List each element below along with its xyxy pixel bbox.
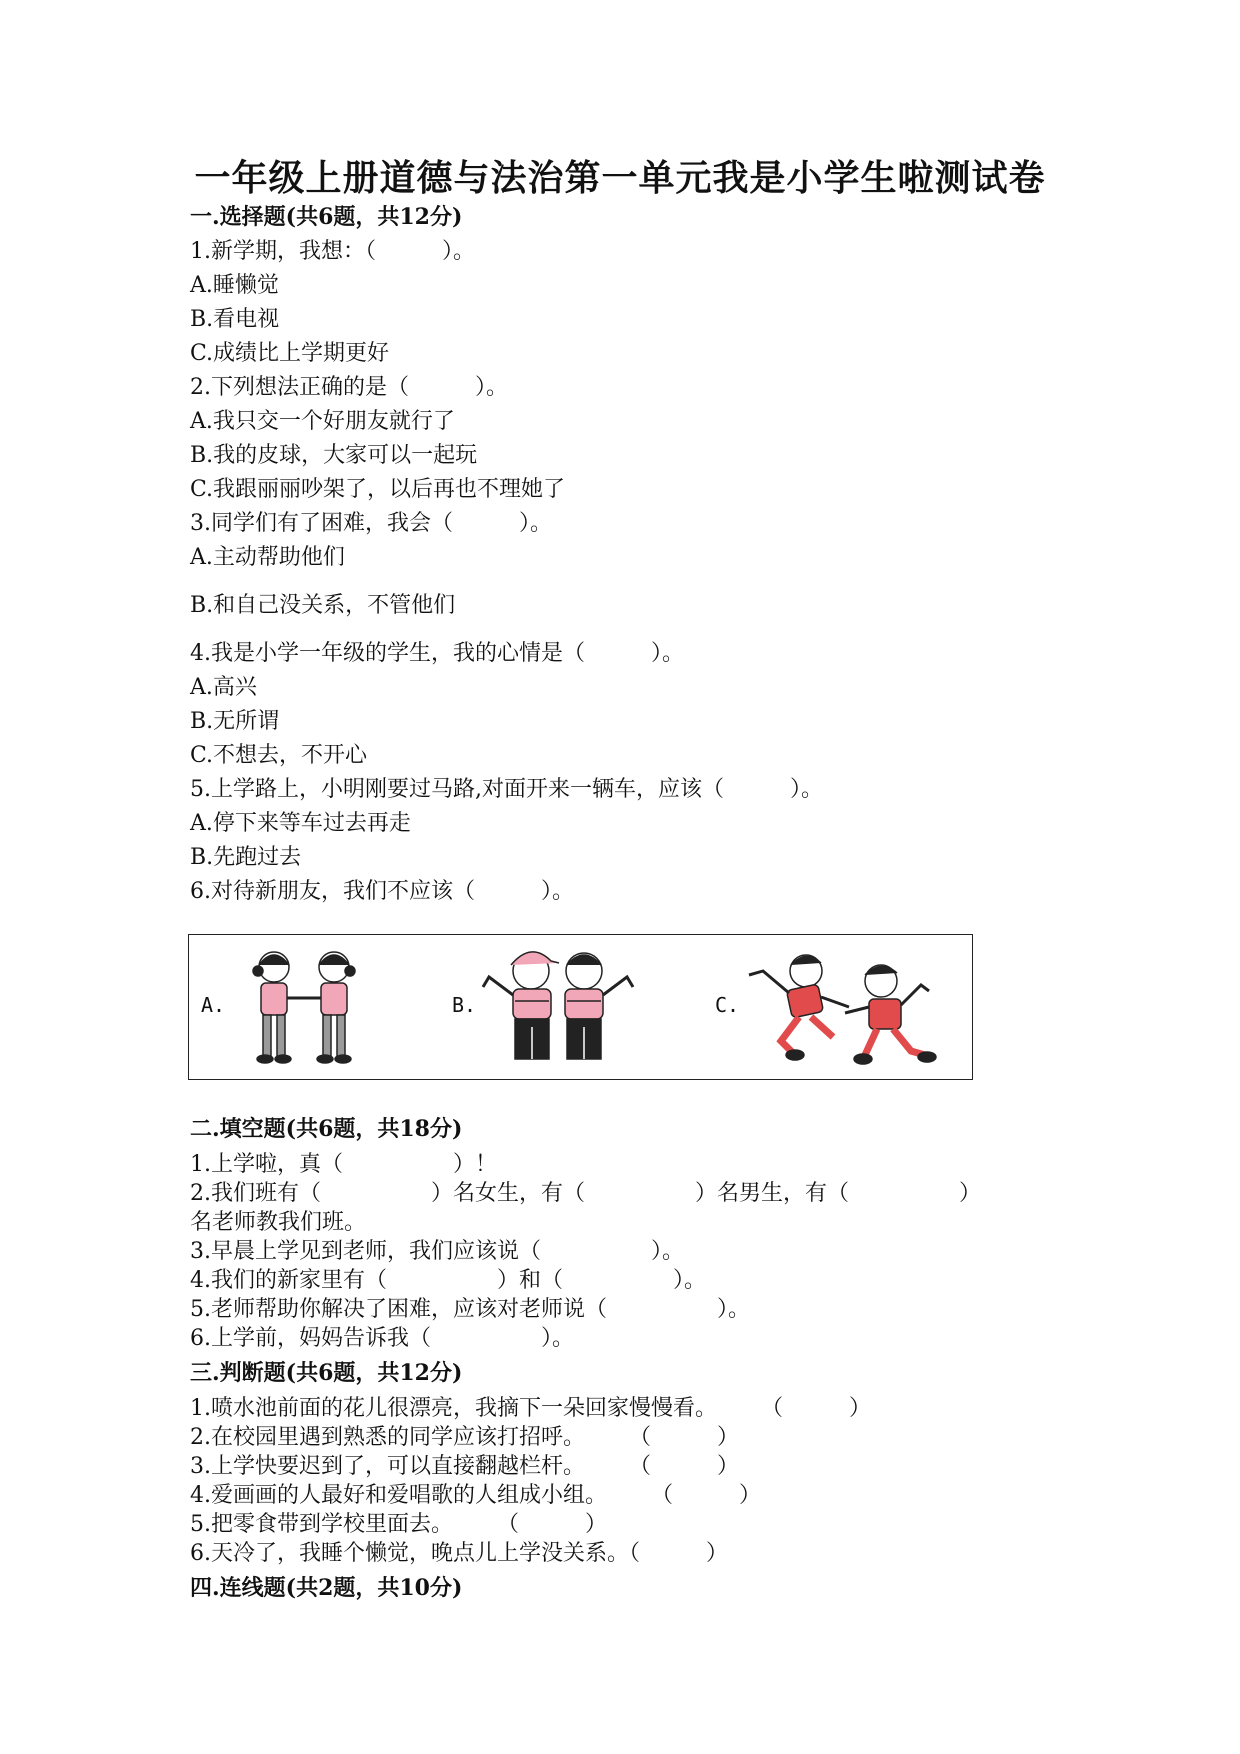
- question-line: 4.我们的新家里有（ ）和（ ）。: [190, 1268, 706, 1293]
- option-line: A.高兴: [190, 675, 257, 700]
- question-line: 6.对待新朋友，我们不应该（ ）。: [190, 879, 574, 904]
- option-line: B.先跑过去: [190, 845, 302, 870]
- question-line: 2.我们班有（ ）名女生，有（ ）名男生，有（ ）: [190, 1181, 981, 1206]
- question-line: 3.早晨上学见到老师，我们应该说（ ）。: [190, 1239, 684, 1264]
- option-line: A.我只交一个好朋友就行了: [190, 409, 455, 434]
- question-line: 名老师教我们班。: [190, 1210, 367, 1235]
- section-heading-true-false: 三.判断题(共6题，共12分): [190, 1360, 463, 1386]
- section-heading-matching: 四.连线题(共2题，共10分): [190, 1575, 463, 1601]
- option-line: B.我的皮球，大家可以一起玩: [190, 443, 478, 468]
- image-label-c: C.: [715, 993, 740, 1017]
- question-line: 5.上学路上，小明刚要过马路,对面开来一辆车，应该（ ）。: [190, 777, 823, 802]
- question-line: 2.在校园里遇到熟悉的同学应该打招呼。 （ ）: [190, 1425, 739, 1450]
- option-line: C.成绩比上学期更好: [190, 341, 390, 366]
- question-line: 5.老师帮助你解决了困难，应该对老师说（ ）。: [190, 1297, 750, 1322]
- question-line: 5.把零食带到学校里面去。 （ ）: [190, 1512, 607, 1537]
- option-line: B.看电视: [190, 307, 280, 332]
- question-line: 4.爱画画的人最好和爱唱歌的人组成小组。 （ ）: [190, 1483, 761, 1508]
- girls-holding-hands-illustration: [229, 943, 379, 1073]
- boys-fighting-illustration: [741, 941, 941, 1073]
- section-heading-choice: 一.选择题(共6题，共12分): [190, 204, 463, 230]
- boys-arm-in-arm-illustration: [479, 937, 639, 1073]
- question-line: 6.天冷了，我睡个懒觉，晚点儿上学没关系。（ ）: [190, 1541, 728, 1566]
- option-line: A.停下来等车过去再走: [190, 811, 411, 836]
- option-line: C.我跟丽丽吵架了，以后再也不理她了: [190, 477, 566, 502]
- option-line: A.睡懒觉: [190, 273, 279, 298]
- question-line: 2.下列想法正确的是（ ）。: [190, 375, 508, 400]
- question-line: 1.喷水池前面的花儿很漂亮，我摘下一朵回家慢慢看。 （ ）: [190, 1396, 871, 1421]
- question-6-illustration: [188, 934, 973, 1080]
- option-line: B.和自己没关系，不管他们: [190, 593, 456, 618]
- image-label-b: B.: [452, 993, 477, 1017]
- question-line: 1.新学期，我想：（ ）。: [190, 239, 475, 264]
- option-line: A.主动帮助他们: [190, 545, 345, 570]
- option-line: C.不想去，不开心: [190, 743, 368, 768]
- question-line: 4.我是小学一年级的学生，我的心情是（ ）。: [190, 641, 684, 666]
- image-label-a: A.: [201, 993, 226, 1017]
- question-line: 3.同学们有了困难，我会（ ）。: [190, 511, 552, 536]
- question-line: 3.上学快要迟到了，可以直接翻越栏杆。 （ ）: [190, 1454, 739, 1479]
- question-line: 6.上学前，妈妈告诉我（ ）。: [190, 1326, 574, 1351]
- page-title: 一年级上册道德与法治第一单元我是小学生啦测试卷: [194, 157, 1046, 199]
- option-line: B.无所谓: [190, 709, 280, 734]
- section-heading-fill-blank: 二.填空题(共6题，共18分): [190, 1116, 463, 1142]
- question-line: 1.上学啦，真（ ）！: [190, 1152, 497, 1177]
